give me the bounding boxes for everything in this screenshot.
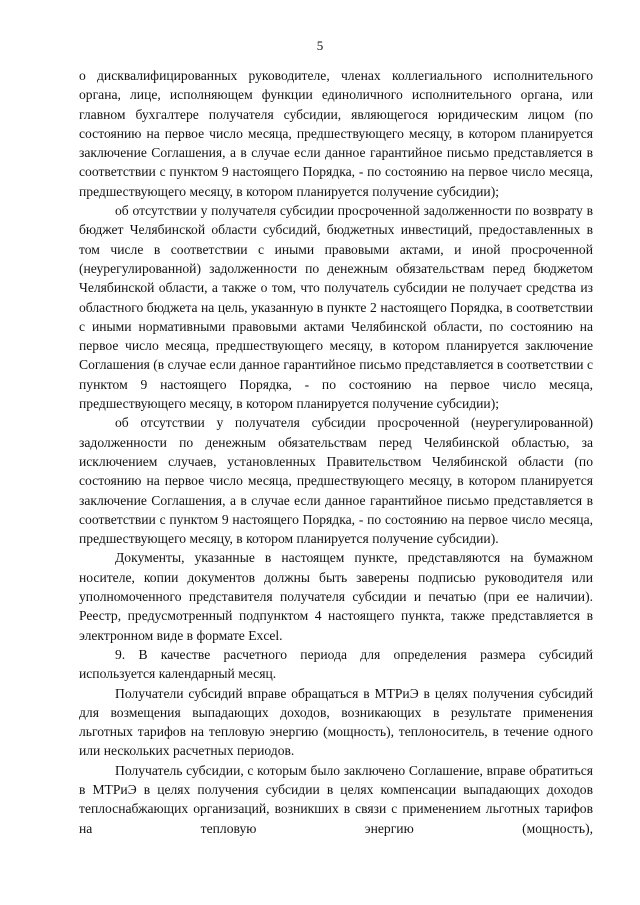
paragraph-agreement-recipient: Получатель субсидии, с которым было заключено Соглашение, вправе обратиться в МТРиЭ в целях получения субсидии в целях компенсации выпадающих доходов теплоснабжающих организаций, возникших в связи с применением льготных тарифов на тепловую энергию (мощность), (79, 762, 593, 836)
document-body (79, 66, 593, 838)
paragraph-settlement-period: 9. В качестве расчетного периода для определения размера субсидий используется календарный месяц. (79, 646, 593, 682)
paragraph-disqualified-persons: о дисквалифицированных руководителе, членах коллегиального исполнительного органа, лице, исполняющем функции единоличного исполнительного органа, или главном бухгалтере получателя субсидии, являющегося юридическим лицом (по состоянию на первое число месяца, предшествующего месяцу, в котором планируется заключение Соглашения, а в случае если данное гарантийное письмо представляется в соответствии с пунктом 9 настоящего Порядка, - по состоянию на первое число месяца, предшествующего месяцу, в котором планируется получение субсидии); (79, 68, 593, 199)
page-number: 5 (316, 38, 324, 53)
paragraph-no-overdue-budget-debt: об отсутствии у получателя субсидии просроченной задолженности по возврату в бюджет Челябинской области субсидий, бюджетных инвестиций, предоставленных в том числе в соответствии с иными правовыми актами, и иной просроченной (неурегулированной) задолженности по денежным обязательствам перед бюджетом Челябинской области, а также о том, что получатель субсидии не получает средства из областного бюджета на цель, указанную в пункте 2 настоящего Порядка, в соответствии с иными нормативными правовыми актами Челябинской области, по состоянию на первое число месяца, предшествующего месяцу, в котором планируется заключение Соглашения (в случае если данное гарантийное письмо представляется в соответствии с пунктом 9 настоящего Порядка, - по состоянию на первое число месяца, предшествующего месяцу, в котором планируется получение субсидии); (79, 203, 593, 412)
paragraph-subsidy-application: Получатели субсидий вправе обращаться в МТРиЭ в целях получения субсидий для возмещения выпадающих доходов, возникающих в результате применения льготных тарифов на тепловую энергию (мощность), теплоноситель, в течение одного или нескольких расчетных периодов. (79, 685, 593, 759)
paragraph-no-overdue-obligations: об отсутствии у получателя субсидии просроченной (неурегулированной) задолженности по денежным обязательствам перед Челябинской областью, за исключением случаев, установленных Правительством Челябинской области (по состоянию на первое число месяца, предшествующего месяцу, в котором планируется заключение Соглашения, а в случае если данное гарантийное письмо представляется в соответствии с пунктом 9 настоящего Порядка, - по состоянию на первое число месяца, предшествующего месяцу, в котором планируется получение субсидии). (79, 415, 593, 547)
paragraph-documents-format: Документы, указанные в настоящем пункте, представляются на бумажном носителе, копии документов должны быть заверены подписью руководителя или уполномоченного представителя получателя субсидии и печатью (при ее наличии). Реестр, предусмотренный подпунктом 4 настоящего пункта, также представляется в электронном виде в формате Excel. (79, 550, 593, 643)
